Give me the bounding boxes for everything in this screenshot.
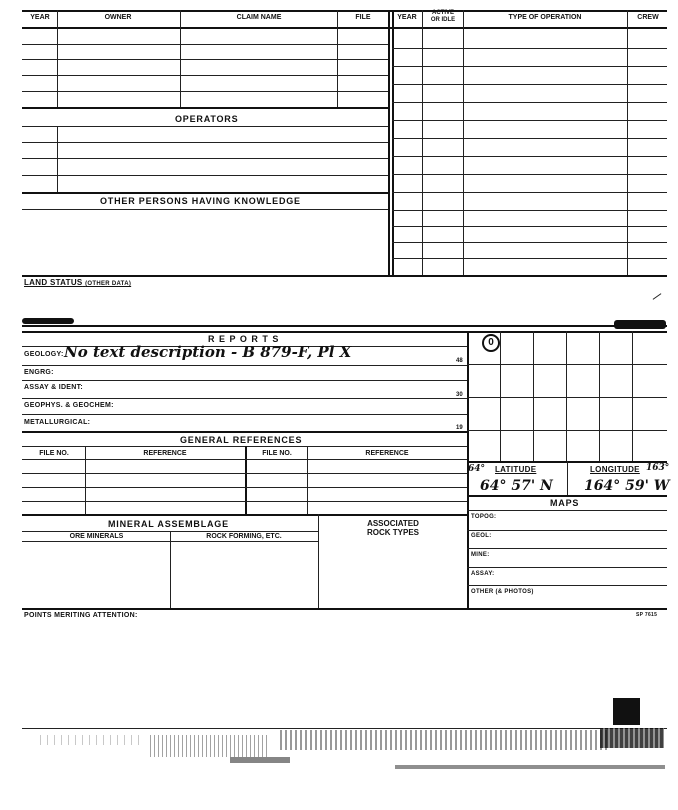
col-claim-name: CLAIM NAME xyxy=(236,14,282,21)
metallurgical-number: 19 xyxy=(456,425,463,431)
maps-assay: ASSAY: xyxy=(471,571,495,577)
geology-label: GEOLOGY: xyxy=(24,351,64,358)
geophys-label: GEOPHYS. & GEOCHEM: xyxy=(24,402,114,409)
geology-value: No text description - B 879-F, Pl X xyxy=(64,343,352,361)
metallurgical-label: METALLURGICAL: xyxy=(24,419,91,426)
ref-reference-1: REFERENCE xyxy=(143,450,187,457)
land-status-label: LAND STATUS (OTHER DATA) xyxy=(24,278,132,287)
lat-prefix: 64° xyxy=(468,464,486,474)
longitude-value: 164° 59' W xyxy=(584,478,670,494)
circled-number: 0 xyxy=(482,334,500,352)
col-owner: OWNER xyxy=(104,14,132,21)
maps-mine: MINE: xyxy=(471,552,490,558)
other-persons-heading: OTHER PERSONS HAVING KNOWLEDGE xyxy=(100,196,301,206)
associated-rock-types: ASSOCIATED ROCK TYPES xyxy=(366,519,419,537)
assay-number: 30 xyxy=(456,392,463,398)
assay-ident-label: ASSAY & IDENT: xyxy=(24,384,84,391)
ref-reference-2: REFERENCE xyxy=(365,450,409,457)
maps-topog: TOPOG: xyxy=(471,514,497,520)
geology-number: 48 xyxy=(456,358,463,364)
operators-heading: OPERATORS xyxy=(175,114,239,124)
form-number: SP 7615 xyxy=(636,612,658,618)
maps-heading: MAPS xyxy=(550,498,580,508)
mineral-assemblage-heading: MINERAL ASSEMBLAGE xyxy=(108,519,229,529)
engrg-label: ENGRG: xyxy=(24,369,54,376)
col-file: FILE xyxy=(355,14,371,21)
col-crew: CREW xyxy=(637,14,659,21)
reports-heading: R E P O R T S xyxy=(208,334,280,344)
ref-file-no-1: FILE NO. xyxy=(39,450,69,457)
col-active-idle xyxy=(423,10,463,24)
scan-smudge xyxy=(22,318,74,324)
maps-geol: GEOL: xyxy=(471,533,492,539)
latitude-label: LATITUDE xyxy=(495,465,537,474)
col-year: YEAR xyxy=(30,14,50,21)
col-type-of-operation: TYPE OF OPERATION xyxy=(508,14,582,21)
lon-suffix: 163° xyxy=(646,463,670,473)
maps-other-photos: OTHER (& PHOTOS) xyxy=(471,589,534,595)
latitude-value: 64° 57' N xyxy=(480,478,553,494)
col-idle-label: OR IDLE xyxy=(430,17,456,23)
rock-forming-header: ROCK FORMING, ETC. xyxy=(206,533,282,540)
scan-block xyxy=(613,698,640,725)
ref-file-no-2: FILE NO. xyxy=(262,450,292,457)
general-references-heading: GENERAL REFERENCES xyxy=(180,435,303,445)
ore-minerals-header: ORE MINERALS xyxy=(69,533,124,540)
longitude-label: LONGITUDE xyxy=(590,465,640,474)
col-year-2: YEAR xyxy=(397,14,417,21)
points-meriting-attention: POINTS MERITING ATTENTION: xyxy=(24,612,138,619)
col-active-label: ACTIVE xyxy=(431,10,454,16)
